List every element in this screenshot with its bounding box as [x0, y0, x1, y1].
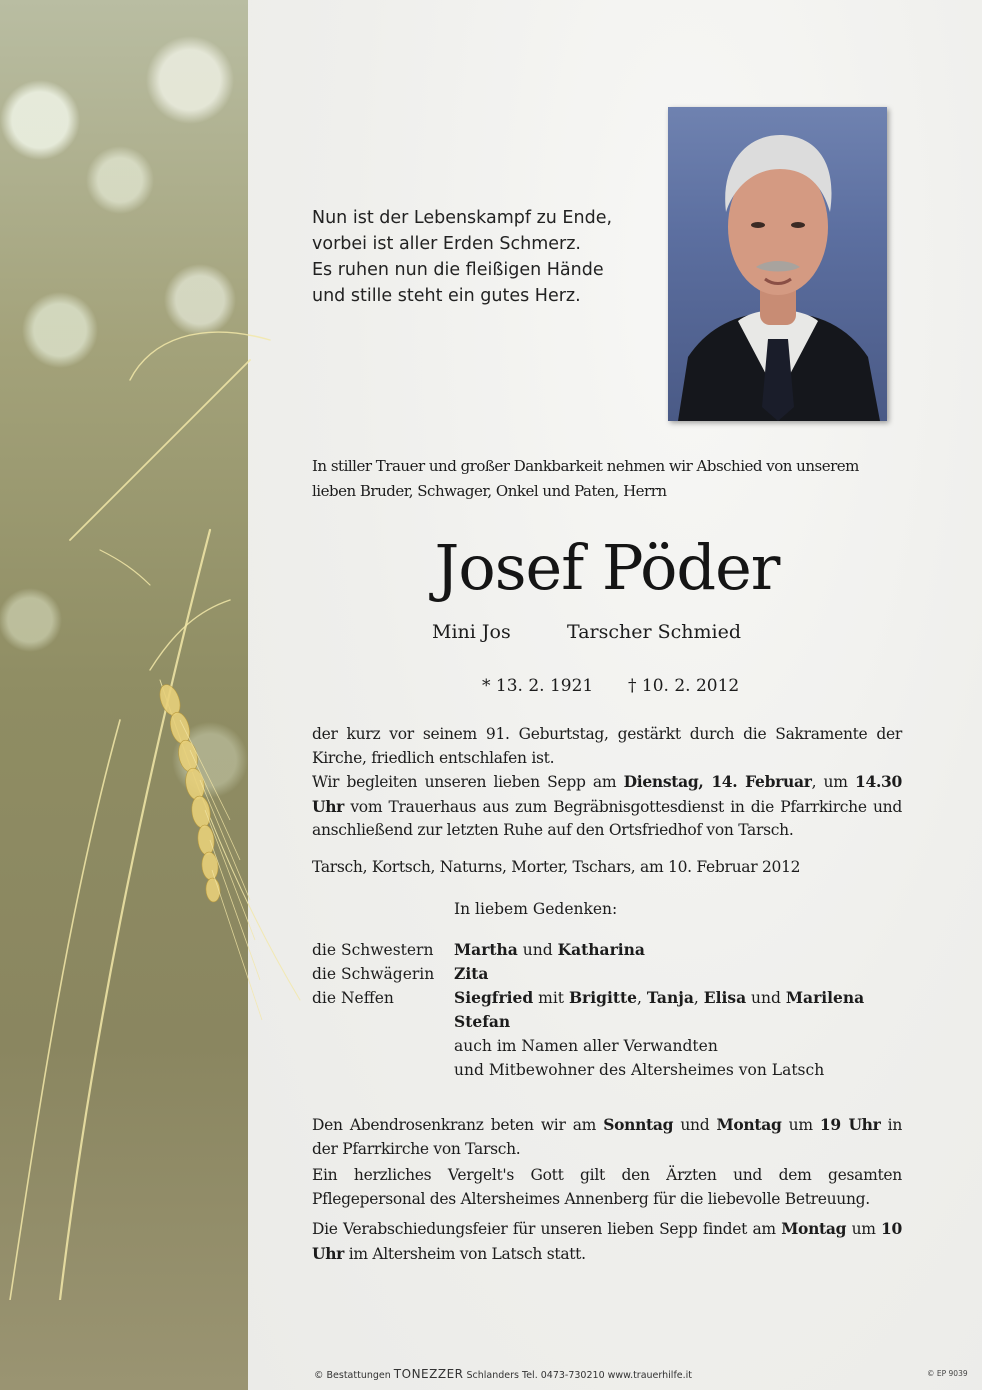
mourner-names	[454, 962, 902, 986]
mourner-row	[312, 1010, 902, 1034]
mourner-names	[454, 986, 902, 1010]
farewell-paragraph	[312, 1217, 902, 1266]
mourner-name: Brigitte	[568, 988, 638, 1007]
text-span: und	[673, 1116, 717, 1134]
place-date: Tarsch, Kortsch, Naturns, Morter, Tschars, am 10. Februar 2012	[312, 858, 801, 876]
text-span: ,	[637, 989, 647, 1007]
mourner-name: Katharina	[557, 940, 645, 959]
nickname: Tarscher Schmied	[567, 621, 741, 643]
text-span: Die Verabschiedungsfeier für unseren lieben Sepp findet am	[312, 1220, 782, 1238]
relation-label: die Schwestern	[312, 941, 434, 959]
relation-label-empty	[312, 1010, 454, 1034]
text-span: und	[517, 941, 558, 959]
in-memory-heading: In liebem Gedenken:	[454, 900, 618, 918]
mourner-row	[312, 962, 902, 986]
text-span: mit	[533, 989, 569, 1007]
poem-line: vorbei ist aller Erden Schmerz.	[312, 234, 581, 254]
text-span: vom Trauerhaus aus zum Begräbnisgottesdienst in die Pfarrkirche und anschließend zur letzten Ruhe auf den Ortsfriedhof von Tarsch.	[312, 797, 902, 839]
mourner-row	[312, 986, 902, 1010]
relation-label-empty	[312, 1058, 454, 1082]
text-span: Den Abendrosenkranz beten wir am	[312, 1116, 604, 1134]
relation-label: die Neffen	[312, 989, 394, 1007]
rosary-day: Montag	[716, 1115, 782, 1134]
footer-prefix: © Bestattungen	[314, 1370, 394, 1381]
birth-date: * 13. 2. 1921	[482, 676, 594, 696]
text-span: und	[746, 989, 786, 1007]
mourner-name: Zita	[454, 964, 489, 983]
mourners-list	[312, 938, 902, 1082]
deceased-name: Josef Pöder	[434, 531, 780, 604]
footer-code: © EP 9039	[927, 1369, 968, 1378]
mourner-row	[312, 1034, 902, 1058]
funeral-date: Dienstag, 14. Februar	[623, 772, 812, 791]
text-span: , um	[811, 773, 855, 791]
mourner-name: Stefan	[454, 1012, 511, 1031]
text-span: in der Pfarrkirche von Tarsch.	[312, 1116, 902, 1158]
poem-line: Es ruhen nun die fleißigen Hände	[312, 260, 604, 280]
text-span: im Altersheim von Latsch statt.	[344, 1244, 586, 1263]
text-span: um	[781, 1116, 820, 1134]
farewell-time: 10 Uhr	[312, 1219, 902, 1263]
mourner-name: Tanja	[646, 988, 694, 1007]
portrait-photo	[668, 107, 887, 421]
funeral-time: 14.30 Uhr	[312, 772, 903, 816]
mourner-row	[312, 1058, 902, 1082]
mourner-name: Elisa	[703, 988, 747, 1007]
poem-line: Nun ist der Lebenskampf zu Ende,	[312, 208, 613, 228]
footer-credit	[314, 1367, 692, 1381]
text-span: Wir begleiten unseren lieben Sepp am	[312, 773, 624, 791]
rosary-paragraph	[312, 1113, 902, 1161]
mourner-note: und Mitbewohner des Altersheimes von Latsch	[454, 1061, 825, 1079]
nickname: Mini Jos	[432, 621, 511, 643]
mourner-names	[454, 938, 902, 962]
death-date: † 10. 2. 2012	[628, 676, 740, 696]
footer-brand: TONEZZER	[393, 1367, 464, 1381]
mourner-name: Siegfried	[454, 988, 534, 1007]
mourner-names	[454, 1010, 902, 1034]
relation-label-empty	[312, 1034, 454, 1058]
rosary-time: 19 Uhr	[819, 1115, 881, 1134]
intro-line: lieben Bruder, Schwager, Onkel und Paten, Herrn	[312, 482, 667, 500]
memorial-poem	[312, 205, 652, 309]
funeral-details-paragraph	[312, 770, 902, 843]
mourner-name: Marilena	[785, 988, 865, 1007]
intro-text	[312, 454, 902, 504]
thanks-paragraph: Ein herzliches Vergelt's Gott gilt den Ärzten und dem gesamten Pflegepersonal des Altersheimes Annenberg für die liebevolle Betreuung.	[312, 1166, 902, 1208]
intro-line: In stiller Trauer und großer Dankbarkeit nehmen wir Abschied von unserem	[312, 457, 859, 475]
farewell-day: Montag	[781, 1219, 847, 1238]
mourner-name: Martha	[454, 940, 518, 959]
relation-label: die Schwägerin	[312, 965, 435, 983]
poem-line: und stille steht ein gutes Herz.	[312, 286, 581, 306]
death-notice-paragraph: der kurz vor seinem 91. Geburtstag, gestärkt durch die Sakramente der Kirche, friedlich entschlafen ist.	[312, 725, 902, 767]
mourner-row	[312, 938, 902, 962]
rosary-day: Sonntag	[603, 1115, 674, 1134]
mourner-note: auch im Namen aller Verwandten	[454, 1037, 718, 1055]
text-span: ,	[693, 989, 704, 1007]
footer-contact: Schlanders Tel. 0473-730210 www.trauerhilfe.it	[463, 1370, 693, 1381]
text-span: um	[846, 1220, 882, 1238]
